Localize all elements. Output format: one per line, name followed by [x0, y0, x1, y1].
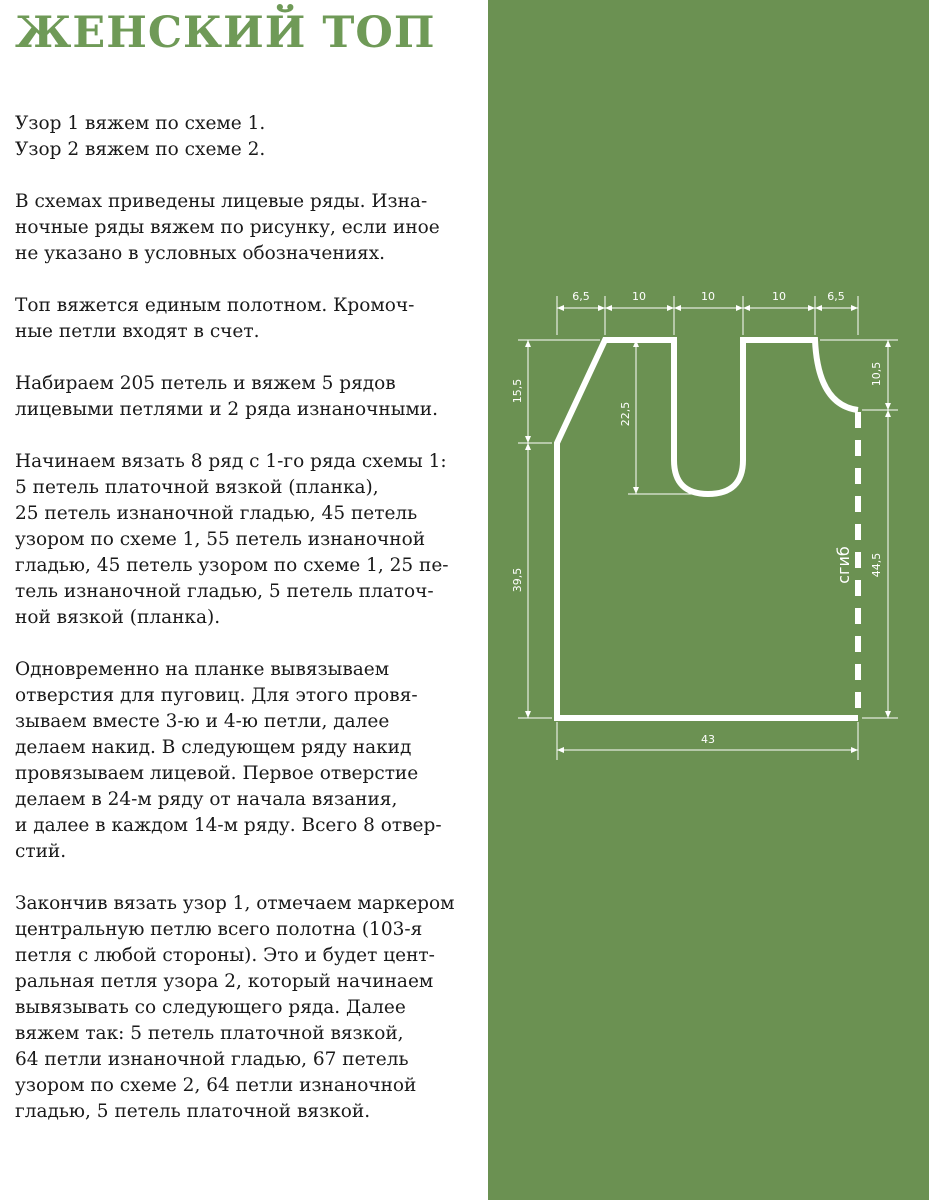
text-line: тель изнаночной гладью, 5 петель платоч- — [15, 581, 434, 602]
text-line: Одновременно на планке вывязываем — [15, 659, 390, 680]
text-line: Узор 1 вяжем по схеме 1. — [15, 113, 266, 134]
text-line: гладью, 5 петель платочной вязкой. — [15, 1101, 371, 1122]
text-line: вывязывать со следующего ряда. Далее — [15, 997, 406, 1018]
text-line: Начинаем вязать 8 ряд с 1-го ряда схемы 1: — [15, 451, 447, 472]
top-dim-4: 10 — [772, 290, 786, 303]
text-line: лицевыми петлями и 2 ряда изнаночными. — [15, 399, 439, 420]
text-line: В схемах приведены лицевые ряды. Изна- — [15, 191, 428, 212]
text-line: 64 петли изнаночной гладью, 67 петель — [15, 1049, 409, 1070]
text-line: зываем вместе 3-ю и 4-ю петли, далее — [15, 711, 390, 732]
text-line: Топ вяжется единым полотном. Кромоч- — [15, 295, 415, 316]
text-line: отверстия для пуговиц. Для этого провя- — [15, 685, 418, 706]
text-line: Узор 2 вяжем по схеме 2. — [15, 139, 266, 160]
text-line: Набираем 205 петель и вяжем 5 рядов — [15, 373, 396, 394]
text-line: ночные ряды вяжем по рисунку, если иное — [15, 217, 440, 238]
text-line: ные петли входят в счет. — [15, 321, 260, 342]
text-line: 25 петель изнаночной гладью, 45 петель — [15, 503, 418, 524]
text-line: стий. — [15, 841, 67, 862]
text-line: Закончив вязать узор 1, отмечаем маркером — [15, 893, 455, 914]
text-line: центральную петлю всего полотна (103-я — [15, 919, 423, 940]
text-line: делаем в 24-м ряду от начала вязания, — [15, 789, 398, 810]
garment-outline — [557, 340, 858, 718]
text-line: гладью, 45 петель узором по схеме 1, 25 пе- — [15, 555, 449, 576]
fold-label: сгиб — [834, 546, 853, 584]
neck-depth-line — [628, 340, 706, 494]
left-lower-dim: 39,5 — [511, 567, 524, 593]
left-upper-dim: 15,5 — [511, 378, 524, 404]
text-line: ной вязкой (планка). — [15, 607, 221, 628]
right-upper-dim: 10,5 — [870, 361, 883, 387]
text-line: петля с любой стороны). Это и будет цент- — [15, 945, 435, 966]
text-line: провязываем лицевой. Первое отверстие — [15, 763, 419, 784]
text-line: 5 петель платочной вязкой (планка), — [15, 477, 379, 498]
page-title: ЖЕНСКИЙ ТОП — [15, 8, 436, 58]
top-dim-5: 6,5 — [827, 290, 845, 303]
top-dim-2: 10 — [632, 290, 646, 303]
text-line: и далее в каждом 14-м ряду. Всего 8 отвер- — [15, 815, 442, 836]
text-line: ральная петля узора 2, который начинаем — [15, 971, 434, 992]
text-line: не указано в условных обозначениях. — [15, 243, 386, 264]
text-line: вяжем так: 5 петель платочной вязкой, — [15, 1023, 404, 1044]
text-line: узором по схеме 2, 64 петли изнаночной — [15, 1075, 417, 1096]
right-lower-dim: 44,5 — [870, 552, 883, 578]
top-dim-1: 6,5 — [572, 290, 590, 303]
top-dim-3: 10 — [701, 290, 715, 303]
bottom-dim: 43 — [701, 733, 715, 746]
neck-depth-dim: 22,5 — [619, 401, 632, 427]
text-line: делаем накид. В следующем ряду накид — [15, 737, 412, 758]
text-line: узором по схеме 1, 55 петель изнаночной — [15, 529, 426, 550]
